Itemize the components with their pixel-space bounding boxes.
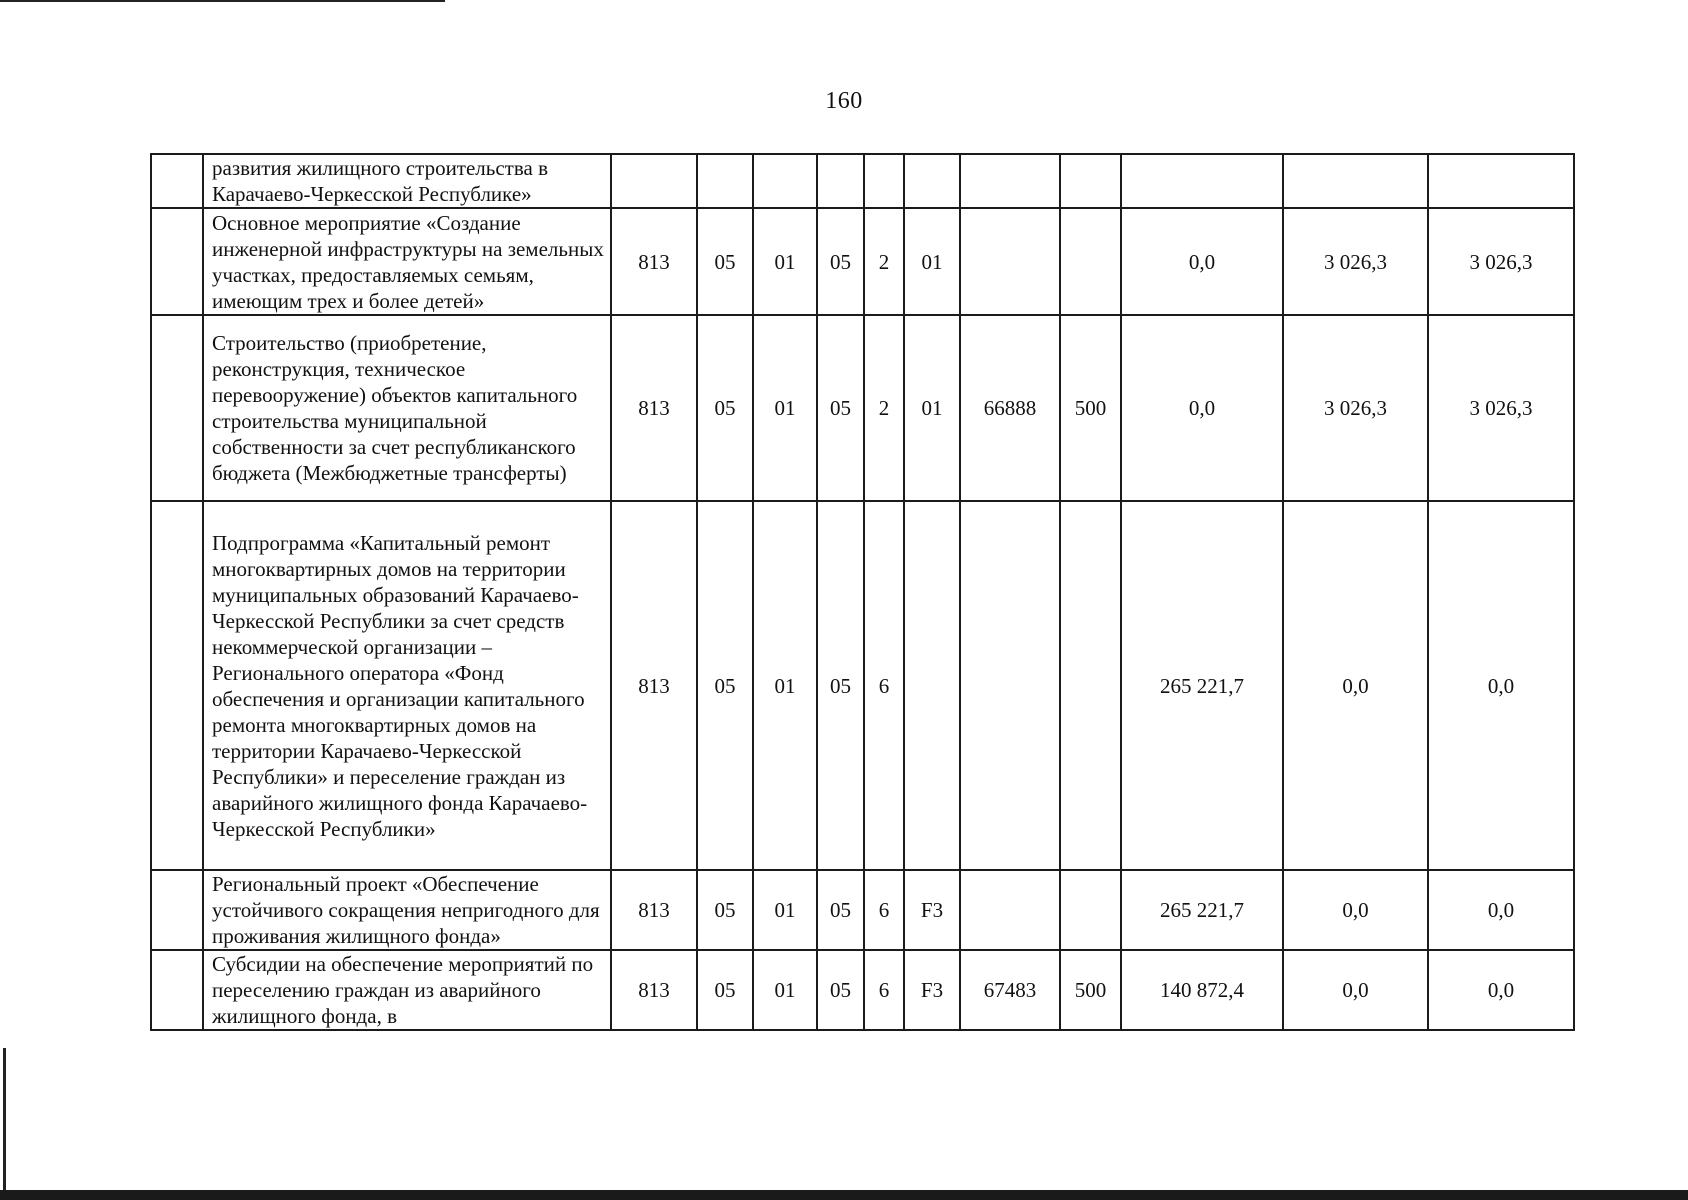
section-code [697,154,753,208]
table-row [151,208,1574,315]
amount-year-3: 0,0 [1428,870,1574,950]
program-code: 05 [817,870,864,950]
row-number-cell [151,208,203,315]
event-code [904,501,960,870]
scan-edge-left [3,1048,6,1200]
amount-year-1: 265 221,7 [1121,501,1283,870]
section-code: 05 [697,950,753,1030]
row-number-cell [151,315,203,501]
subprogram-code: 6 [864,501,904,870]
section-code: 05 [697,315,753,501]
amount-year-3: 3 026,3 [1428,208,1574,315]
amount-year-3: 0,0 [1428,950,1574,1030]
item-name: Подпрограмма «Капитальный ремонт многоквартирных домов на территории муниципальных образований Карачаево-Черкесской Республики за счет средств некоммерческой организации – Регионального оператора «Фонд обеспечения и организации капитального ремонта многоквартирных домов на территории Карачаево-Черкесской Республики» и переселение граждан из аварийного жилищного фонда Карачаево-Черкесской Республики» [203,501,611,870]
table-row [151,315,1574,501]
row-number-cell [151,950,203,1030]
amount-year-1: 140 872,4 [1121,950,1283,1030]
amount-year-3 [1428,154,1574,208]
event-code: 01 [904,208,960,315]
scan-edge-bottom [0,1190,1688,1200]
expense-type-code [1060,208,1121,315]
program-code: 05 [817,950,864,1030]
event-code: 01 [904,315,960,501]
direction-code [960,208,1060,315]
item-name: Основное мероприятие «Создание инженерной инфраструктуры на земельных участках, предоставляемых семьям, имеющим трех и более детей» [203,208,611,315]
amount-year-1 [1121,154,1283,208]
page-number: 160 [825,88,863,114]
table-row [151,870,1574,950]
scan-edge-top [0,0,445,2]
amount-year-2: 0,0 [1283,950,1428,1030]
direction-code: 66888 [960,315,1060,501]
item-name: Региональный проект «Обеспечение устойчивого сокращения непригодного для проживания жилищного фонда» [203,870,611,950]
subsection-code: 01 [753,950,817,1030]
amount-year-2: 0,0 [1283,501,1428,870]
item-name: Субсидии на обеспечение мероприятий по переселению граждан из аварийного жилищного фонда, в [203,950,611,1030]
amount-year-2: 0,0 [1283,870,1428,950]
amount-year-1: 0,0 [1121,208,1283,315]
section-code: 05 [697,501,753,870]
section-code: 05 [697,870,753,950]
row-number-cell [151,870,203,950]
subprogram-code: 2 [864,208,904,315]
program-code: 05 [817,208,864,315]
table-row [151,154,1574,208]
expense-type-code: 500 [1060,315,1121,501]
amount-year-3: 0,0 [1428,501,1574,870]
expense-type-code [1060,154,1121,208]
ministry-code [611,154,697,208]
amount-year-1: 0,0 [1121,315,1283,501]
expense-type-code [1060,870,1121,950]
direction-code [960,154,1060,208]
expense-type-code [1060,501,1121,870]
item-name: Строительство (приобретение, реконструкция, техническое перевооружение) объектов капитального строительства муниципальной собственности за счет республиканского бюджета (Межбюджетные трансферты) [203,315,611,501]
ministry-code: 813 [611,315,697,501]
amount-year-2: 3 026,3 [1283,315,1428,501]
subprogram-code: 2 [864,315,904,501]
event-code: F3 [904,950,960,1030]
direction-code [960,870,1060,950]
table-row [151,950,1574,1030]
direction-code: 67483 [960,950,1060,1030]
row-number-cell [151,154,203,208]
subsection-code: 01 [753,870,817,950]
subprogram-code: 6 [864,950,904,1030]
ministry-code: 813 [611,870,697,950]
expense-type-code: 500 [1060,950,1121,1030]
subsection-code: 01 [753,208,817,315]
amount-year-3: 3 026,3 [1428,315,1574,501]
section-code: 05 [697,208,753,315]
subprogram-code: 6 [864,870,904,950]
amount-year-2: 3 026,3 [1283,208,1428,315]
table-row [151,501,1574,870]
amount-year-2 [1283,154,1428,208]
row-number-cell [151,501,203,870]
subprogram-code [864,154,904,208]
ministry-code: 813 [611,501,697,870]
amount-year-1: 265 221,7 [1121,870,1283,950]
item-name: развития жилищного строительства в Карачаево-Черкесской Республике» [203,154,611,208]
event-code: F3 [904,870,960,950]
ministry-code: 813 [611,208,697,315]
budget-table [150,153,1575,1031]
program-code: 05 [817,315,864,501]
program-code: 05 [817,501,864,870]
subsection-code [753,154,817,208]
ministry-code: 813 [611,950,697,1030]
event-code [904,154,960,208]
subsection-code: 01 [753,501,817,870]
program-code [817,154,864,208]
direction-code [960,501,1060,870]
subsection-code: 01 [753,315,817,501]
